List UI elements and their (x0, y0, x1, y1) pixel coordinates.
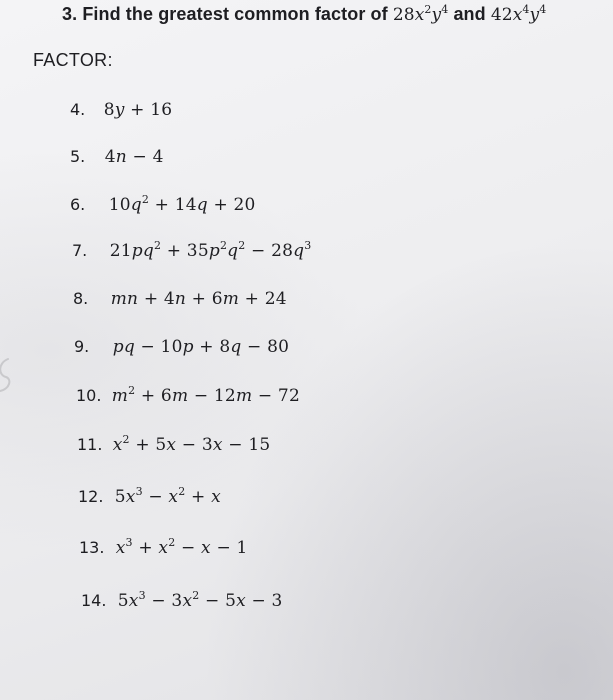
problem-expression: $10q^2 + 14q + 20$ (108, 193, 256, 215)
problem-12 (78, 487, 221, 507)
problem-10 (76, 386, 300, 406)
question-3-term-2: $42x^4y^4$ (490, 3, 547, 25)
problem-expression: $x^3 + x^2 - x - 1$ (115, 536, 248, 558)
question-3 (62, 4, 546, 25)
problem-number: 11. (77, 435, 103, 454)
problem-number: 6. (70, 195, 86, 214)
problem-number: 5. (70, 147, 86, 166)
problem-expression: mn + 4n + 6m + 24 (110, 289, 287, 309)
problem-8 (73, 289, 287, 309)
problem-4 (70, 100, 172, 120)
pencil-smudge-mark (0, 355, 20, 395)
problem-number: 9. (74, 337, 90, 356)
problem-5 (70, 147, 164, 167)
problem-11 (77, 435, 270, 455)
problem-expression: pq − 10p + 8q − 80 (112, 337, 290, 357)
problem-expression: $m^2 + 6m - 12m - 72$ (111, 384, 300, 406)
factor-heading: FACTOR: (33, 50, 113, 70)
problem-14 (81, 591, 283, 611)
problem-number: 8. (73, 289, 89, 308)
question-3-term-1: $28x^2y^4$ (392, 3, 449, 25)
problem-number: 12. (78, 487, 104, 506)
problem-number: 14. (81, 591, 107, 610)
question-3-conjunction: and (453, 4, 486, 24)
problem-number: 10. (76, 386, 102, 405)
problem-6 (70, 195, 256, 215)
problem-number: 4. (70, 100, 86, 119)
problem-9 (74, 337, 289, 357)
problem-number: 13. (79, 538, 105, 557)
problem-expression: 4n − 4 (104, 147, 164, 167)
problem-expression: 8y + 16 (103, 100, 173, 120)
problem-expression: $21pq^2 + 35p^2q^2 - 28q^3$ (109, 239, 312, 261)
problem-expression: $5x^3 - 3x^2 - 5x - 3$ (117, 589, 283, 611)
problem-7 (72, 241, 311, 261)
problem-expression: $x^2 + 5x - 3x - 15$ (112, 433, 271, 455)
problem-expression: $5x^3 - x^2 + x$ (114, 485, 221, 507)
question-3-text: 3. Find the greatest common factor of (62, 4, 388, 24)
problem-13 (79, 538, 248, 558)
problem-number: 7. (72, 241, 88, 260)
